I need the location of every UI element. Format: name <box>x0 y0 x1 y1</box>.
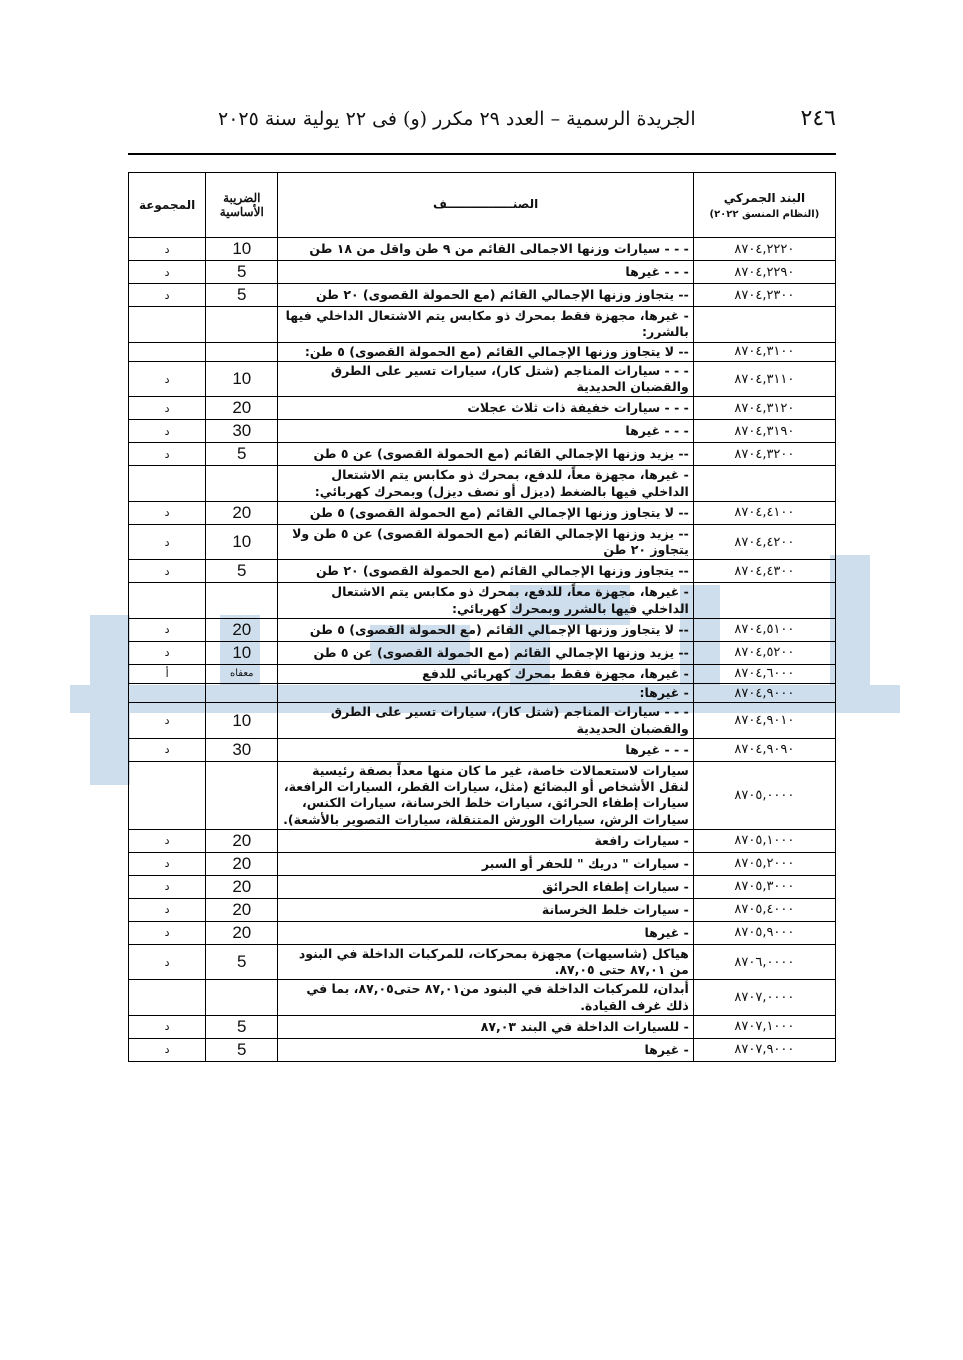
table-row <box>129 420 836 443</box>
cell-code: ٨٧٠٥,٩٠٠٠ <box>693 921 835 944</box>
cell-rate <box>206 307 278 343</box>
cell-rate <box>206 980 278 1016</box>
cell-group: د <box>129 560 206 583</box>
cell-rate: 10 <box>206 524 278 560</box>
table-row <box>129 342 836 361</box>
cell-code: ٨٧٠٤,٣١٠٠ <box>693 342 835 361</box>
table-row <box>129 466 836 502</box>
table-row <box>129 238 836 261</box>
cell-group: د <box>129 361 206 397</box>
cell-rate <box>206 761 278 829</box>
cell-code: ٨٧٠٤,٦٠٠٠ <box>693 664 835 683</box>
cell-code: ٨٧٠٤,٤٣٠٠ <box>693 560 835 583</box>
cell-rate: 30 <box>206 420 278 443</box>
cell-group: أ <box>129 664 206 683</box>
cell-rate: 20 <box>206 618 278 641</box>
cell-code <box>693 307 835 343</box>
cell-description: - غيرها، مجهزة معاً، للدفع، بمحرك ذو مكابس يتم الاشتعال الداخلي فيها بالشرر وبمحرك كهربائي: <box>278 583 693 619</box>
cell-group: د <box>129 852 206 875</box>
cell-code: ٨٧٠٥,١٠٠٠ <box>693 829 835 852</box>
cell-description: هياكل (شاسيهات) مجهزة بمحركات، للمركبات الداخلة في البنود من ٨٧,٠١ حتى ٨٧,٠٥. <box>278 944 693 980</box>
table-row <box>129 664 836 683</box>
cell-rate: 5 <box>206 443 278 466</box>
table-row <box>129 738 836 761</box>
cell-group <box>129 307 206 343</box>
cell-code: ٨٧٠٥,٠٠٠٠ <box>693 761 835 829</box>
cell-group <box>129 466 206 502</box>
cell-rate: 20 <box>206 898 278 921</box>
table-row <box>129 618 836 641</box>
cell-description: -- لا يتجاوز وزنها الإجمالي القائم (مع الحمولة القصوى) ٥ طن <box>278 501 693 524</box>
table-row <box>129 980 836 1016</box>
cell-group: د <box>129 618 206 641</box>
cell-rate: 20 <box>206 501 278 524</box>
cell-description: -- يتجاوز وزنها الإجمالي القائم (مع الحمولة القصوى) ٢٠ طن <box>278 560 693 583</box>
cell-rate <box>206 684 278 703</box>
cell-code <box>693 466 835 502</box>
cell-code: ٨٧٠٥,٣٠٠٠ <box>693 875 835 898</box>
cell-description: - سيارات رافعة <box>278 829 693 852</box>
cell-code: ٨٧٠٤,٥١٠٠ <box>693 618 835 641</box>
cell-description: - غيرها، مجهزة فقط بمحرك كهربائي للدفع <box>278 664 693 683</box>
cell-description: - غيرها، مجهزة فقط بمحرك ذو مكابس يتم الاشتعال الداخلي فيها بالشرر: <box>278 307 693 343</box>
cell-rate: 20 <box>206 852 278 875</box>
header-code-line1: البند الجمركي <box>723 190 806 205</box>
table-row <box>129 284 836 307</box>
table-row <box>129 703 836 739</box>
cell-group: د <box>129 829 206 852</box>
cell-rate <box>206 466 278 502</box>
cell-code: ٨٧٠٤,٣١٢٠ <box>693 397 835 420</box>
header-rule <box>128 153 836 155</box>
cell-group: د <box>129 501 206 524</box>
cell-rate: 20 <box>206 397 278 420</box>
table-row <box>129 921 836 944</box>
cell-code <box>693 583 835 619</box>
cell-code: ٨٧٠٤,٢٢٢٠ <box>693 238 835 261</box>
cell-description: -- لا يتجاوز وزنها الإجمالي القائم (مع الحمولة القصوى) ٥ طن: <box>278 342 693 361</box>
cell-code: ٨٧٠٧,١٠٠٠ <box>693 1015 835 1038</box>
cell-group <box>129 583 206 619</box>
table-row <box>129 1015 836 1038</box>
table-row <box>129 684 836 703</box>
cell-description: - - - سيارات خفيفة ذات ثلاث عجلات <box>278 397 693 420</box>
table-row <box>129 1038 836 1061</box>
table-row <box>129 524 836 560</box>
cell-rate: 10 <box>206 703 278 739</box>
cell-rate: 30 <box>206 738 278 761</box>
table-row <box>129 761 836 829</box>
cell-description: أبدان، للمركبات الداخلة في البنود من٨٧,٠١ حتى٨٧,٠٥، بما في ذلك غرف القيادة. <box>278 980 693 1016</box>
page-header <box>128 104 836 144</box>
table-header-row <box>129 173 836 238</box>
cell-code: ٨٧٠٤,٣١١٠ <box>693 361 835 397</box>
cell-code: ٨٧٠٤,٤٢٠٠ <box>693 524 835 560</box>
cell-group: د <box>129 397 206 420</box>
table-body <box>129 238 836 1062</box>
table-row <box>129 641 836 664</box>
cell-description: - سيارات إطفاء الحرائق <box>278 875 693 898</box>
cell-code: ٨٧٠٤,٢٢٩٠ <box>693 261 835 284</box>
cell-code: ٨٧٠٥,٤٠٠٠ <box>693 898 835 921</box>
cell-group: د <box>129 284 206 307</box>
cell-description: -- يزيد وزنها الإجمالي القائم (مع الحمولة القصوى) عن ٥ طن <box>278 443 693 466</box>
cell-group: د <box>129 641 206 664</box>
cell-group: د <box>129 703 206 739</box>
cell-group: د <box>129 944 206 980</box>
cell-rate: معفاه <box>206 664 278 683</box>
cell-description: سيارات لاستعمالات خاصة، غير ما كان منها معداً بصفة رئيسية لنقل الأشخاص أو البضائع (مثل، سيارات القطر، السيارات الرافعة، سيارات إطفاء الحرائق، سيارات خلط الخرسانة، سيارات الكنس، سيارات الرش، سيارات الورش المتنقلة، سيارات التصوير بالأشعة). <box>278 761 693 829</box>
table-row <box>129 898 836 921</box>
cell-rate: 5 <box>206 944 278 980</box>
cell-description: - - - سيارات المناجم (شتل كار)، سيارات تسير على الطرق والقضبان الحديدية <box>278 703 693 739</box>
cell-code: ٨٧٠٧,٩٠٠٠ <box>693 1038 835 1061</box>
header-rate: الضريبة الأساسية <box>206 173 278 238</box>
cell-rate: 5 <box>206 560 278 583</box>
cell-code: ٨٧٠٦,٠٠٠٠ <box>693 944 835 980</box>
cell-code: ٨٧٠٤,٩٠٩٠ <box>693 738 835 761</box>
header-code-line2: (النظام المنسق ٢٠٢٢) <box>709 208 820 220</box>
cell-description: - غيرها، مجهزة معاً، للدفع، بمحرك ذو مكابس يتم الاشتعال الداخلي فيها بالضغط (ديزل أو نصف ديزل) وبمحرك كهربائي: <box>278 466 693 502</box>
cell-rate: 20 <box>206 921 278 944</box>
table-row <box>129 852 836 875</box>
cell-rate: 10 <box>206 238 278 261</box>
cell-group: د <box>129 738 206 761</box>
cell-code: ٨٧٠٤,٣١٩٠ <box>693 420 835 443</box>
header-group: المجموعة <box>129 173 206 238</box>
cell-description: -- لا يتجاوز وزنها الإجمالي القائم (مع الحمولة القصوى) ٥ طن <box>278 618 693 641</box>
cell-description: - سيارات خلط الخرسانة <box>278 898 693 921</box>
cell-description: -- يتجاوز وزنها الإجمالي القائم (مع الحمولة القصوى) ٢٠ طن <box>278 284 693 307</box>
cell-group: د <box>129 1038 206 1061</box>
cell-rate <box>206 583 278 619</box>
cell-rate: 5 <box>206 1015 278 1038</box>
cell-group <box>129 980 206 1016</box>
table-row <box>129 397 836 420</box>
cell-group: د <box>129 921 206 944</box>
table-row <box>129 501 836 524</box>
cell-group <box>129 761 206 829</box>
table-row <box>129 875 836 898</box>
table-row <box>129 361 836 397</box>
cell-description: - غيرها <box>278 1038 693 1061</box>
cell-code: ٨٧٠٤,٩٠١٠ <box>693 703 835 739</box>
cell-rate: 10 <box>206 361 278 397</box>
cell-rate: 5 <box>206 1038 278 1061</box>
table-row <box>129 583 836 619</box>
cell-code: ٨٧٠٤,٢٣٠٠ <box>693 284 835 307</box>
cell-description: - للسيارات الداخلة في البند ٨٧,٠٣ <box>278 1015 693 1038</box>
cell-description: - - - غيرها <box>278 261 693 284</box>
cell-rate: 10 <box>206 641 278 664</box>
page-number: ٢٤٦ <box>800 106 836 131</box>
table-row <box>129 944 836 980</box>
cell-description: -- يزيد وزنها الإجمالي القائم (مع الحمولة القصوى) عن ٥ طن <box>278 641 693 664</box>
header-description: الصنــــــــــــــــف <box>278 173 693 238</box>
cell-code: ٨٧٠٤,٩٠٠٠ <box>693 684 835 703</box>
table-row <box>129 261 836 284</box>
cell-group: د <box>129 261 206 284</box>
cell-group: د <box>129 524 206 560</box>
cell-group <box>129 684 206 703</box>
cell-rate: 20 <box>206 875 278 898</box>
cell-description: - - - غيرها <box>278 420 693 443</box>
cell-code: ٨٧٠٤,٥٢٠٠ <box>693 641 835 664</box>
cell-rate <box>206 342 278 361</box>
cell-group <box>129 342 206 361</box>
cell-rate: 5 <box>206 261 278 284</box>
cell-description: - غيرها: <box>278 684 693 703</box>
table-row <box>129 560 836 583</box>
cell-group: د <box>129 898 206 921</box>
cell-description: -- يزيد وزنها الإجمالي القائم (مع الحمولة القصوى) عن ٥ طن ولا يتجاوز ٢٠ طن <box>278 524 693 560</box>
cell-code: ٨٧٠٤,٣٢٠٠ <box>693 443 835 466</box>
cell-description: - - - سيارات المناجم (شتل كار)، سيارات تسير على الطرق والقضبان الحديدية <box>278 361 693 397</box>
cell-description: - غيرها <box>278 921 693 944</box>
header-code <box>693 173 835 238</box>
cell-rate: 20 <box>206 829 278 852</box>
cell-description: - - - غيرها <box>278 738 693 761</box>
cell-code: ٨٧٠٤,٤١٠٠ <box>693 501 835 524</box>
cell-rate: 5 <box>206 284 278 307</box>
table-row <box>129 443 836 466</box>
table-row <box>129 307 836 343</box>
cell-code: ٨٧٠٧,٠٠٠٠ <box>693 980 835 1016</box>
cell-description: - سيارات " دريك " للحفر أو السبر <box>278 852 693 875</box>
cell-description: - - - سيارات وزنها الاجمالى القائم من ٩ طن واقل من ١٨ طن <box>278 238 693 261</box>
cell-group: د <box>129 443 206 466</box>
table-row <box>129 829 836 852</box>
cell-group: د <box>129 875 206 898</box>
cell-group: د <box>129 238 206 261</box>
cell-group: د <box>129 420 206 443</box>
cell-code: ٨٧٠٥,٢٠٠٠ <box>693 852 835 875</box>
page-header-title: الجريدة الرسمية – العدد ٢٩ مكرر (و) فى ٢٢ يولية سنة ٢٠٢٥ <box>218 108 696 130</box>
cell-group: د <box>129 1015 206 1038</box>
tariff-table <box>128 172 836 1062</box>
